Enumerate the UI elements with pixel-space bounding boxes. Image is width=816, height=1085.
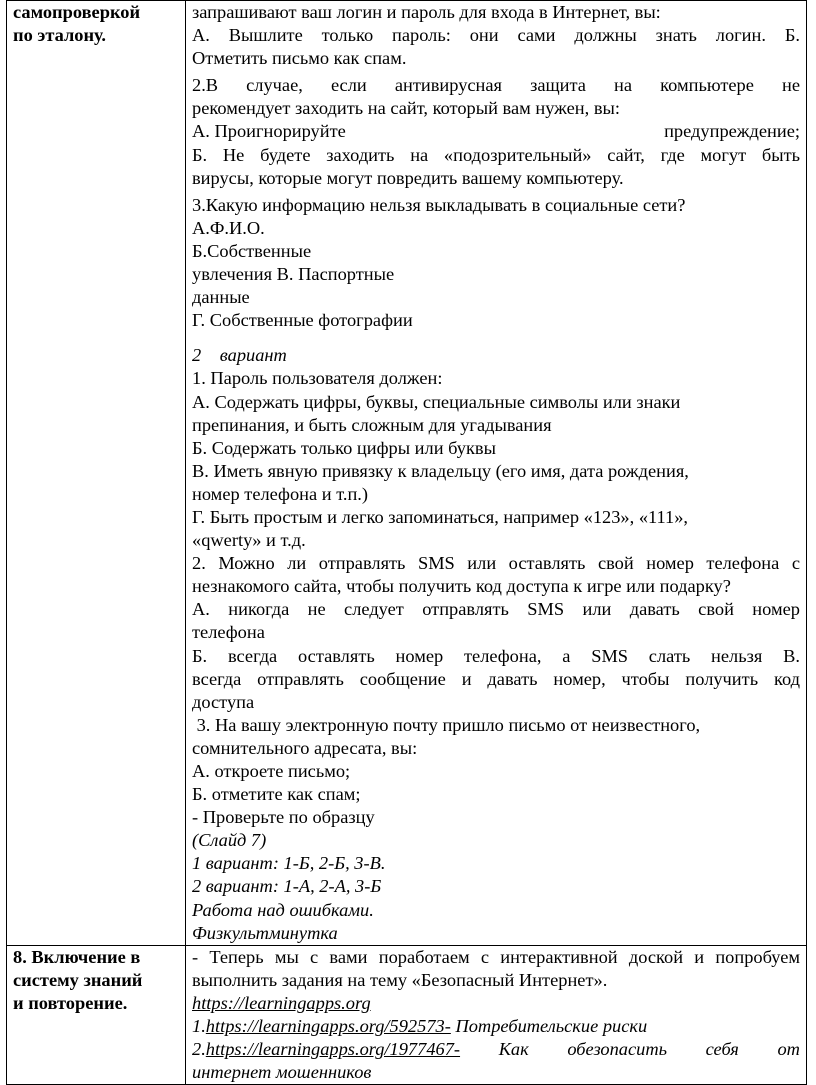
task-link-2 [192,1038,800,1061]
question-2-answer-b: Б. Не будете заходить на «подозрительный» сайт, где могут быть [192,144,800,165]
variant-2-answer: телефона [192,622,265,643]
answer-a-label: А. Проигнорируйте [192,121,346,142]
task-2-title-word: себя [705,1039,739,1060]
question-2-answer-b: вирусы, которые могут повредить вашему компьютеру. [192,167,624,188]
question-2-answer-a [192,120,800,143]
variant-2-question-2: 2. Можно ли отправлять SMS или оставлять свой номер телефона с [192,553,800,574]
answer-key-variant-1: 1 вариант: 1-Б, 2-Б, 3-В. [192,853,386,874]
variant-2-answer: доступа [192,691,255,712]
question-1-answer-a: А. Вышлите только пароль: они сами должны знать логин. Б. [192,25,800,46]
variant-2-answer: Б. всегда оставлять номер телефона, а SMS слать нельзя В. [192,645,800,666]
variant-2-answer: Б. отметите как спам; [192,784,361,805]
task-2-title-end: интернет мошенников [192,1062,372,1083]
task-2-title-word: от [777,1039,800,1060]
variant-2-answer: препинания, и быть сложным для угадывания [192,414,552,435]
table-row-knowledge-inclusion [7,945,807,1085]
question-1-answer-b: Отметить письмо как спам. [192,48,407,69]
learningapps-link[interactable]: https://learningapps.org [192,992,371,1013]
question-2-line: 2.В случае, если антивирусная защита на компьютере не [192,75,800,96]
task-number: 2. [192,1039,206,1060]
question-3-answer: Г. Собственные фотографии [192,310,413,331]
task-2-title-word: обезопасить [567,1039,667,1060]
variant-2-answer: А. никогда не следует отправлять SMS или давать свой номер [192,599,800,620]
answer-a-label-end: предупреждение; [664,121,800,142]
variant-2-question-2: незнакомого сайта, чтобы получить код доступа к игре или подарку? [192,576,731,597]
intro-text: выполнить задания на тему «Безопасный Интернет». [192,969,608,990]
variant-2-answer: всегда отправлять сообщение и давать номер, чтобы получить код [192,668,800,689]
slide-reference: (Слайд 7) [192,830,267,851]
question-3-answer: А.Ф.И.О. [192,217,265,238]
task-link-1 [192,1015,800,1038]
answer-key-variant-2: 2 вариант: 1-А, 2-А, 3-Б [192,876,382,897]
lesson-plan-table [6,0,807,1085]
stage-label-text: 8. Включение в [13,946,141,967]
stage-label-line: самопроверкой [13,2,141,22]
question-3-answer: данные [192,287,250,308]
table-row-self-check [7,1,807,946]
task-2-url[interactable]: https://learningapps.org/1977467- [205,1039,461,1060]
task-2-title-word: Как [498,1039,529,1060]
stage-label-line: по эталону. [13,25,107,45]
question-3-line: 3.Какую информацию нельзя выкладывать в социальные сети? [192,194,686,215]
stage-label-line: систему знаний [13,969,143,990]
task-1-url[interactable]: https://learningapps.org/592573- [205,1016,451,1037]
variant-2-answer: В. Иметь явную привязку к владельцу (его имя, дата рождения, [192,460,689,481]
physical-break: Физкультминутка [192,922,338,943]
stage-cell-knowledge-inclusion [7,945,186,1085]
stage-label-line [13,946,179,969]
task-1-title: Потребительские риски [450,1016,648,1037]
stage-label-line: и повторение. [13,992,128,1013]
variant-2-answer: «qwerty» и т.д. [192,530,306,551]
variant-heading: 2 вариант [192,345,287,366]
variant-2-question-3: сомнительного адресата, вы: [192,737,418,758]
error-work: Работа над ошибками. [192,899,374,920]
task-number: 1. [192,1016,206,1037]
content-cell-knowledge-inclusion [186,945,807,1085]
intro-text: - Теперь мы с вами поработаем с интерактивной доской и попробуем [192,946,800,967]
variant-2-question-1: 1. Пароль пользователя должен: [192,368,443,389]
variant-2-question-3: 3. На вашу электронную почту пришло письмо от неизвестного, [192,714,701,735]
variant-2-answer: Б. Содержать только цифры или буквы [192,437,496,458]
variant-2-answer: А. откроете письмо; [192,761,351,781]
question-3-answer: Б.Собственные [192,240,312,261]
stage-cell-self-check [7,1,186,946]
content-cell-self-check [186,1,807,946]
check-instruction: - Проверьте по образцу [192,807,375,828]
variant-2-answer: Г. Быть простым и легко запоминаться, например «123», «111», [192,506,689,527]
variant-2-answer: номер телефона и т.п.) [192,483,369,504]
question-2-line: рекомендует заходить на сайт, который вам нужен, вы: [192,98,620,119]
question-1-continuation: запрашивают ваш логин и пароль для входа в Интернет, вы: [192,2,661,22]
variant-2-answer: А. Содержать цифры, буквы, специальные символы или знаки [192,391,681,412]
question-3-answer: увлечения В. Паспортные [192,264,395,285]
